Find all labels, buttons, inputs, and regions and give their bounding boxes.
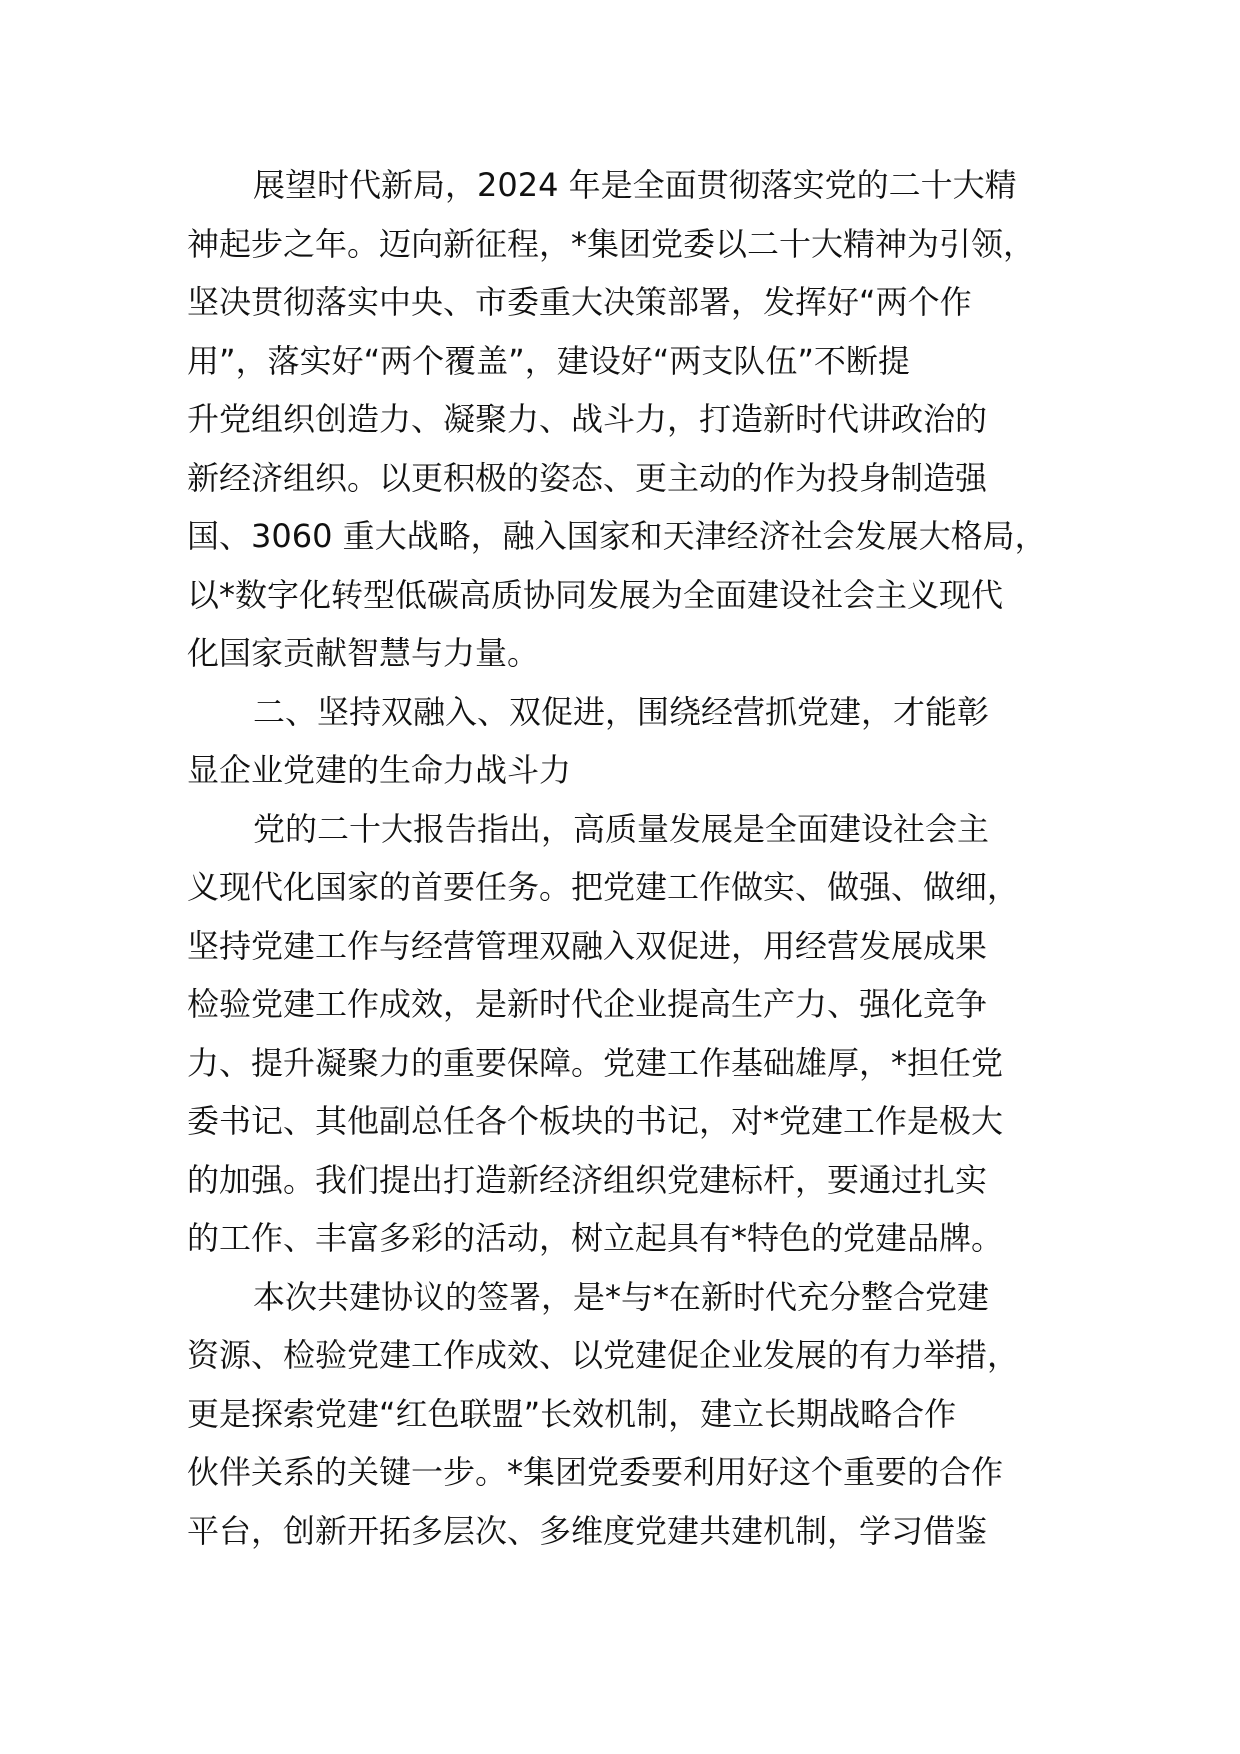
text-line: 义现代化国家的首要任务。把党建工作做实、做强、做细，: [187, 868, 1020, 906]
text-line: 伙伴关系的关键一步。*集团党委要利用好这个重要的合作: [187, 1453, 1004, 1491]
text-line: 坚决贯彻落实中央、市委重大决策部署，发挥好“两个作: [187, 283, 972, 321]
text-line: 化国家贡献智慧与力量。: [187, 634, 540, 672]
heading-line: 二、坚持双融入、双促进，围绕经营抓党建，才能彰: [253, 692, 990, 731]
document-body: [187, 156, 1077, 1560]
text-line: 展望时代新局，2024 年是全面贯彻落实党的二十大精: [253, 166, 1017, 204]
paragraph-outlook: [187, 156, 1077, 683]
paragraph-agreement: [187, 1268, 1077, 1561]
text-line: 党的二十大报告指出，高质量发展是全面建设社会主: [253, 809, 990, 848]
text-line: 神起步之年。迈向新征程，*集团党委以二十大精神为引领，: [187, 224, 1036, 263]
text-line: 坚持党建工作与经营管理双融入双促进，用经营发展成果: [187, 926, 988, 965]
text-line: 的工作、丰富多彩的活动，树立起具有*特色的党建品牌。: [187, 1219, 1004, 1257]
text-line: 平台，创新开拓多层次、多维度党建共建机制，学习借鉴: [187, 1511, 988, 1550]
text-line: 力、提升凝聚力的重要保障。党建工作基础雄厚，*担任党: [187, 1043, 1004, 1082]
text-line: 以*数字化转型低碳高质协同发展为全面建设社会主义现代: [187, 575, 1004, 614]
text-line: 升党组织创造力、凝聚力、战斗力，打造新时代讲政治的: [187, 400, 988, 438]
text-line: 资源、检验党建工作成效、以党建促企业发展的有力举措，: [187, 1336, 1020, 1374]
heading-line: 显企业党建的生命力战斗力: [187, 751, 572, 789]
text-line: 的加强。我们提出打造新经济组织党建标杆，要通过扎实: [187, 1160, 988, 1199]
text-line: 本次共建协议的签署，是*与*在新时代充分整合党建: [253, 1277, 990, 1316]
text-line: 委书记、其他副总任各个板块的书记，对*党建工作是极大: [187, 1102, 1004, 1140]
text-line: 更是探索党建“红色联盟”长效机制，建立长期战略合作: [187, 1394, 957, 1433]
paragraph-report: [187, 800, 1077, 1268]
text-line: 国、3060 重大战略，融入国家和天津经济社会发展大格局，: [187, 517, 1047, 555]
text-line: 新经济组织。以更积极的姿态、更主动的作为投身制造强: [187, 458, 988, 497]
text-line: 用”，落实好“两个覆盖”，建设好“两支队伍”不断提: [187, 341, 910, 380]
text-line: 检验党建工作成效，是新时代企业提高生产力、强化竞争: [187, 985, 988, 1023]
section-heading: [187, 683, 1077, 800]
